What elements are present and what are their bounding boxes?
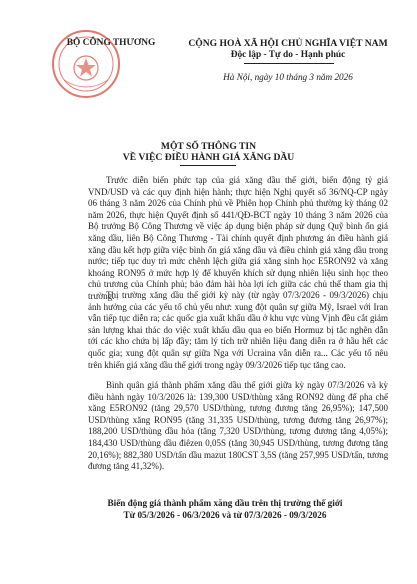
text-line: khoáng RON95 ở mức hợp lý để khuyến khích sử dụng nhiên liệu sinh học theo — [88, 267, 388, 278]
national-title: CỘNG HOÀ XÃ HỘI CHỦ NGHĨA VIỆT NAM — [188, 38, 388, 49]
text-line: đương tăng 41,32%). — [88, 461, 165, 472]
text-line: 20,16%); 882,380 USD/tấn dầu mazut 180CST 3,5S (tăng 257,995 USD/tấn, tương — [88, 449, 389, 460]
text-line: VND/USD và các quy định hiện hành; thực hiện Nghị quyết số 36/NQ-CP ngày — [88, 186, 388, 197]
text-line: vẫn tiếp tục diễn ra; các quốc gia xuất khẩu dầu ở khu vực vùng Vịnh đều cắt giảm — [88, 313, 388, 324]
text-line: quốc gia; xung đột quân sự giữa Nga với Ucraina vẫn diễn ra... Các yếu tố nêu — [88, 347, 388, 358]
section-period: Từ 05/3/2026 - 06/3/2026 và từ 07/3/2026 - 09/3/2026 — [123, 510, 327, 520]
text-line: Bộ trưởng Bộ Công Thương về việc áp dụng biện pháp sử dụng Quỹ bình ổn giá — [88, 221, 388, 232]
text-line: ảnh hưởng của các yếu tố chủ yếu như: xung đột quân sự giữa Mỹ, Israel với Iran — [88, 301, 388, 312]
text-line: tới các kho chứa bị lấp đầy; tăm lý tích trữ nhiên liệu đang diễn ra ở hầu hết các — [88, 336, 388, 347]
text-line: Thị trường xăng dầu thế giới kỳ này (từ ngày 07/3/2026 - 09/3/2026) chịu — [106, 290, 388, 300]
document-title: MỘT SỐ THÔNG TIN — [160, 141, 257, 152]
motto-underline — [244, 63, 334, 64]
paragraph-market — [88, 290, 388, 371]
text-line: năm 2026, thực hiện Quyết định số 441/QĐ-BCT ngày 10 tháng 3 năm 2026 của — [88, 209, 388, 220]
ministry-name: BỘ CÔNG THƯƠNG — [66, 38, 156, 48]
document-subtitle: VỀ VIỆC ĐIỀU HÀNH GIÁ XĂNG DẦU — [122, 152, 295, 163]
text-line: xăng E5RON92 (tăng 29,570 USD/thùng, tương đương tăng 26,95%); 147,500 — [88, 403, 388, 414]
text-line: trên khiến giá xăng dầu thế giới trong ngày 09/3/2026 tiếp tục tăng cao. — [88, 359, 346, 370]
text-line: nước; tiếp tục duy trì mức chênh lệch giữa giá xăng sinh học E5RON92 và xăng — [88, 256, 388, 267]
section-heading: Biến động giá thành phẩm xăng dầu trên thị trường thế giới — [107, 498, 343, 508]
national-motto: Độc lập - Tự do - Hạnh phúc — [230, 50, 346, 60]
text-line: sản lượng khai thác do việc xuất khẩu dầu qua eo biển Hormuz bị tắc nghẽn dẫn — [88, 324, 388, 335]
text-line: điều hành ngày 10/3/2026 là: 139,300 USD/thùng xăng RON92 dùng để pha chế — [88, 391, 388, 402]
text-line: xăng dầu kết hợp giữa việc bình ổn giá xăng dầu và điều chỉnh giá xăng dầu trong — [88, 244, 388, 255]
text-line: Trước diễn biến phức tạp của giá xăng dầu thế giới, biến động tỷ giá — [106, 175, 388, 185]
text-line: trường. — [88, 290, 115, 301]
paragraph-prices — [88, 380, 388, 473]
text-line: 188,200 USD/thùng dầu hỏa (tăng 7,320 USD/thùng, tương đương tăng 4,05%); — [88, 426, 388, 437]
title-underline — [180, 165, 236, 166]
paragraph-intro — [88, 175, 388, 303]
text-line: USD/thùng xăng RON95 (tăng 31,335 USD/thùng, tương đương tăng 26,97%); — [88, 414, 388, 425]
text-line: Bình quân giá thành phẩm xăng dầu thế giới giữa kỳ ngày 07/3/2026 và kỳ — [106, 380, 388, 390]
text-line: xăng dầu, liên Bộ Công Thương - Tài chính quyết định phương án điều hành giá — [88, 232, 388, 243]
text-line: chủ trương của Chính phủ; bảo đảm hài hòa lợi ích giữa các chủ thể tham gia thị — [88, 279, 388, 290]
text-line: 06 tháng 3 năm 2026 của Chính phủ về Phiên họp Chính phủ thường kỳ tháng 02 — [88, 198, 388, 209]
text-line: 184,430 USD/thùng dầu điêzen 0,05S (tăng 30,945 USD/thùng, tương đương tăng — [88, 437, 388, 448]
dateline: Hà Nội, ngày 10 tháng 3 năm 2026 — [223, 72, 353, 82]
